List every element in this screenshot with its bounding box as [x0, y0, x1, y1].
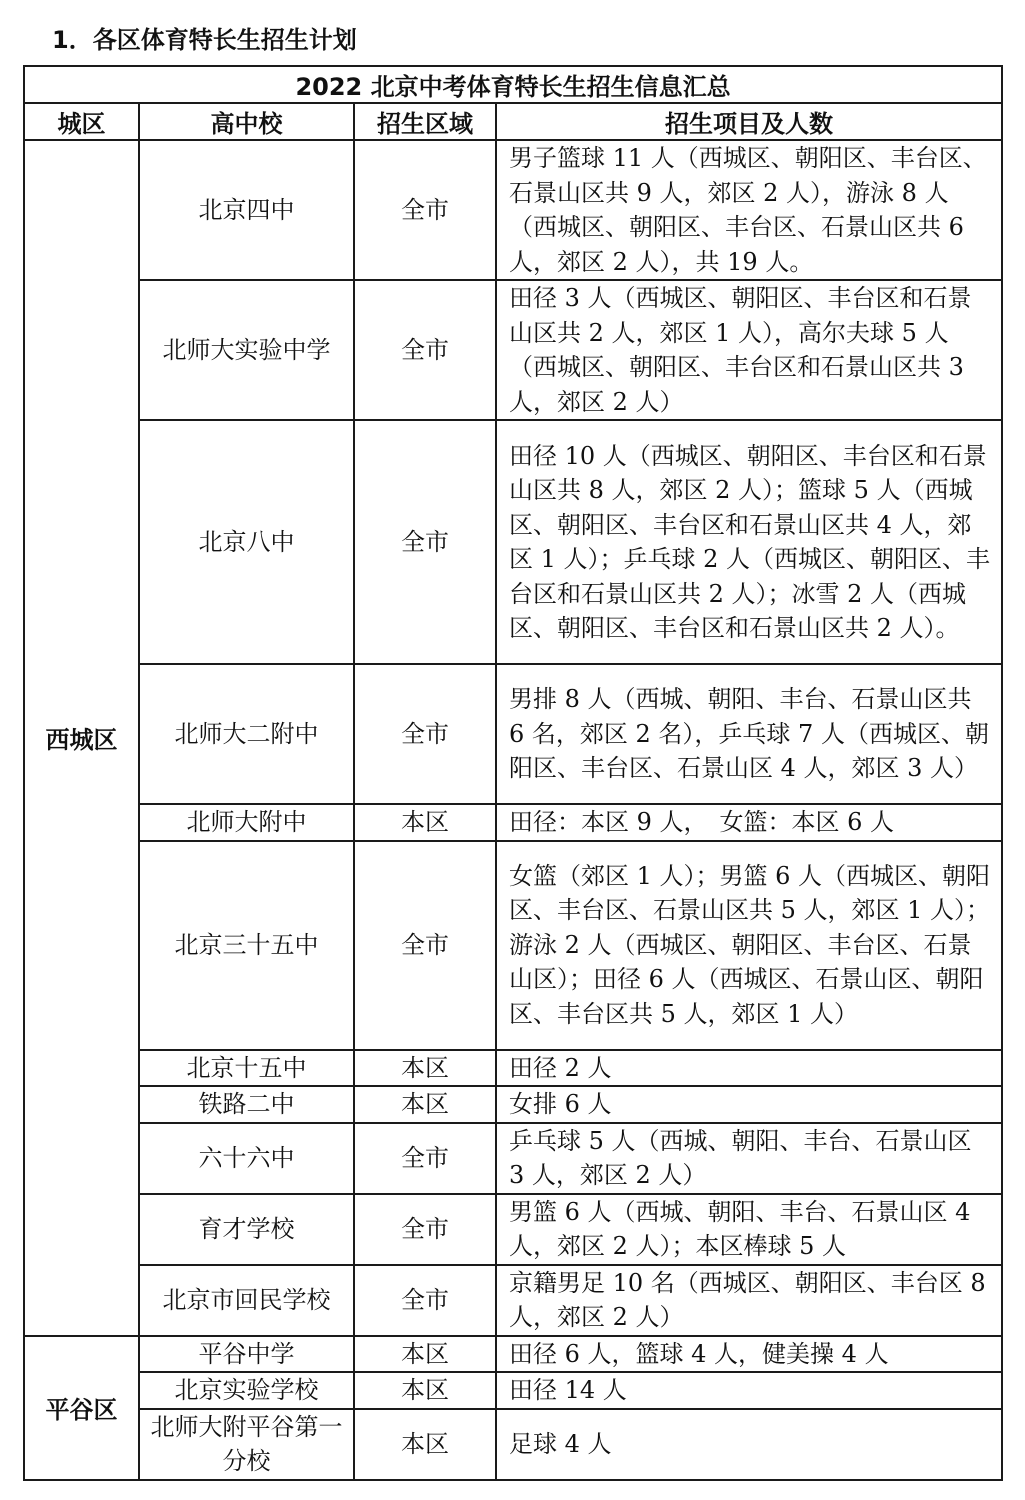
table-row [24, 1050, 1002, 1087]
enrollment-projects: 田径 14 人 [496, 1372, 1002, 1409]
enrollment-area: 全市 [354, 280, 496, 420]
enrollment-area: 全市 [354, 1194, 496, 1265]
table-row [24, 420, 1002, 664]
enrollment-area: 本区 [354, 1372, 496, 1409]
enrollment-area: 本区 [354, 804, 496, 841]
enrollment-area: 本区 [354, 1050, 496, 1087]
enrollment-area: 全市 [354, 664, 496, 804]
table-row [24, 280, 1002, 420]
school-name: 平谷中学 [139, 1336, 354, 1373]
enrollment-area: 本区 [354, 1409, 496, 1480]
enrollment-projects: 男子篮球 11 人（西城区、朝阳区、丰台区、石景山区共 9 人，郊区 2 人），游泳 8 人（西城区、朝阳区、丰台区、石景山区共 6 人，郊区 2 人），共 19 人。 [496, 140, 1002, 280]
district-xicheng: 西城区 [24, 140, 139, 1336]
column-header-school: 高中校 [139, 103, 354, 140]
column-header-district: 城区 [24, 103, 139, 140]
enrollment-area: 全市 [354, 140, 496, 280]
table-row [24, 1372, 1002, 1409]
enrollment-projects: 男篮 6 人（西城、朝阳、丰台、石景山区 4 人，郊区 2 人）；本区棒球 5 人 [496, 1194, 1002, 1265]
table-row [24, 1265, 1002, 1336]
school-name: 北师大实验中学 [139, 280, 354, 420]
enrollment-area: 本区 [354, 1336, 496, 1373]
enrollment-table [23, 65, 1003, 1481]
school-name: 六十六中 [139, 1123, 354, 1194]
enrollment-projects: 女排 6 人 [496, 1086, 1002, 1123]
school-name: 北京四中 [139, 140, 354, 280]
enrollment-projects: 田径 2 人 [496, 1050, 1002, 1087]
enrollment-projects: 女篮（郊区 1 人）；男篮 6 人（西城区、朝阳区、丰台区、石景山区共 5 人，郊区 1 人）；游泳 2 人（西城区、朝阳区、丰台区、石景山区）；田径 6 人（西城区、石景山区、朝阳区、丰台区共 5 人，郊区 1 人） [496, 841, 1002, 1050]
table-title: 2022 北京中考体育特长生招生信息汇总 [24, 66, 1002, 103]
enrollment-area: 全市 [354, 841, 496, 1050]
school-name: 铁路二中 [139, 1086, 354, 1123]
table-row [24, 664, 1002, 804]
school-name: 北京市回民学校 [139, 1265, 354, 1336]
table-row [24, 1123, 1002, 1194]
table-row [24, 1409, 1002, 1480]
table-row [24, 1336, 1002, 1373]
enrollment-projects: 田径 10 人（西城区、朝阳区、丰台区和石景山区共 8 人，郊区 2 人）；篮球 5 人（西城区、朝阳区、丰台区和石景山区共 4 人，郊区 1 人）；乒乓球 2 人（西城区、朝阳区、丰台区和石景山区共 2 人）；冰雪 2 人（西城区、朝阳区、丰台区和石景山区共 2 人）。 [496, 420, 1002, 664]
school-name: 北京实验学校 [139, 1372, 354, 1409]
enrollment-projects: 足球 4 人 [496, 1409, 1002, 1480]
enrollment-projects: 乒乓球 5 人（西城、朝阳、丰台、石景山区 3 人，郊区 2 人） [496, 1123, 1002, 1194]
school-name: 北京八中 [139, 420, 354, 664]
school-name: 育才学校 [139, 1194, 354, 1265]
enrollment-area: 全市 [354, 420, 496, 664]
table-title-row [24, 66, 1002, 103]
enrollment-area: 本区 [354, 1086, 496, 1123]
district-pinggu: 平谷区 [24, 1336, 139, 1480]
table-row [24, 1194, 1002, 1265]
enrollment-projects: 田径 6 人，篮球 4 人，健美操 4 人 [496, 1336, 1002, 1373]
school-name: 北京十五中 [139, 1050, 354, 1087]
school-name: 北师大二附中 [139, 664, 354, 804]
enrollment-projects: 田径：本区 9 人， 女篮：本区 6 人 [496, 804, 1002, 841]
enrollment-area: 全市 [354, 1265, 496, 1336]
column-header-projects: 招生项目及人数 [496, 103, 1002, 140]
table-row [24, 804, 1002, 841]
column-header-area: 招生区域 [354, 103, 496, 140]
enrollment-area: 全市 [354, 1123, 496, 1194]
school-name: 北师大附中 [139, 804, 354, 841]
enrollment-projects: 京籍男足 10 名（西城区、朝阳区、丰台区 8 人，郊区 2 人） [496, 1265, 1002, 1336]
enrollment-projects: 田径 3 人（西城区、朝阳区、丰台区和石景山区共 2 人，郊区 1 人），高尔夫球 5 人（西城区、朝阳区、丰台区和石景山区共 3 人，郊区 2 人） [496, 280, 1002, 420]
table-row [24, 1086, 1002, 1123]
section-heading: 1．各区体育特长生招生计划 [52, 26, 357, 54]
enrollment-projects: 男排 8 人（西城、朝阳、丰台、石景山区共 6 名，郊区 2 名），乒乓球 7 人（西城区、朝阳区、丰台区、石景山区 4 人，郊区 3 人） [496, 664, 1002, 804]
school-name: 北京三十五中 [139, 841, 354, 1050]
table-row [24, 841, 1002, 1050]
school-name: 北师大附平谷第一分校 [139, 1409, 354, 1480]
table-row [24, 140, 1002, 280]
table-header-row [24, 103, 1002, 140]
